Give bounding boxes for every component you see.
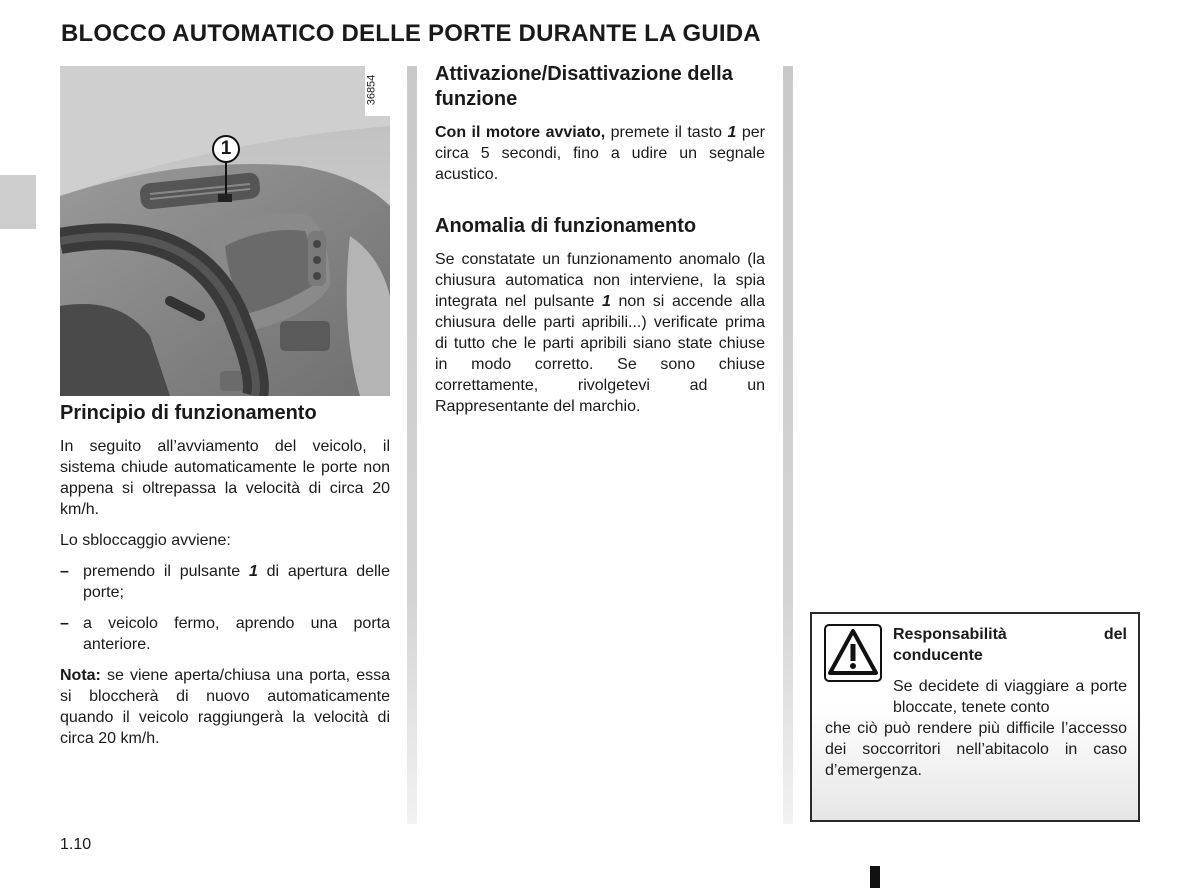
unlock-intro: Lo sbloccaggio avviene:	[60, 532, 231, 549]
section-heading-malfunction: Anomalia di funzionamento	[435, 215, 697, 237]
list-item: – premendo il pulsante 1 di apertura delle porte;	[60, 563, 391, 601]
list-item: – a veicolo fermo, aprendo una porta anteriore.	[60, 615, 390, 653]
warning-box	[810, 612, 1140, 822]
warning-triangle-icon	[824, 624, 882, 682]
page-number: 1.10	[60, 836, 92, 853]
edge-marker	[870, 866, 880, 888]
column-divider	[407, 66, 417, 824]
left-column	[60, 401, 390, 749]
warning-body: che ciò può rendere più difficile l’accesso dei soccorritori nell’abitacolo in caso d’emergenza.	[825, 720, 1127, 779]
malfunction-paragraph: Se constatate un funzionamento anomalo (la chiusura automatica non interviene, la spia integrata nel pulsante 1 non si accende alla chiusura delle parti apribili...) verificate prima di tutto che le parti apribili siano state chiuse in modo corretto. Se sono chiuse correttamente, rivolgetevi ad un Rappresentante del marchio.	[435, 251, 765, 415]
principle-paragraph: In seguito all’avviamento del veicolo, il sistema chiude automaticamente le porte non appena si oltrepassa la velocità di circa 20 km/h.	[60, 438, 390, 518]
middle-column	[435, 62, 765, 417]
dashboard-photo-icon	[60, 66, 390, 396]
dashboard-figure	[60, 66, 390, 396]
section-heading-principle: Principio di funzionamento	[60, 402, 317, 424]
section-heading-activation: Attivazione/Disattivazione della funzione	[435, 63, 733, 110]
warning-body-top: Se decidete di viaggiare a porte bloccate, tenete conto	[893, 678, 1127, 716]
activation-paragraph: Con il motore avviato, premete il tasto 1 per circa 5 secondi, fino a udire un segnale acustico.	[435, 124, 766, 183]
figure-image-code: 36854	[365, 74, 378, 106]
chapter-tab	[0, 175, 36, 229]
note-paragraph: Nota: se viene aperta/chiusa una porta, essa si bloccherà di nuovo automaticamente quando il veicolo raggiungerà la velocità di circa 20 km/h.	[60, 667, 390, 747]
column-divider	[783, 66, 793, 824]
figure-callout-label: 1	[220, 138, 232, 159]
page-title: BLOCCO AUTOMATICO DELLE PORTE DURANTE LA GUIDA	[61, 20, 761, 47]
warning-title: Responsabilità del conducente	[893, 626, 1127, 664]
